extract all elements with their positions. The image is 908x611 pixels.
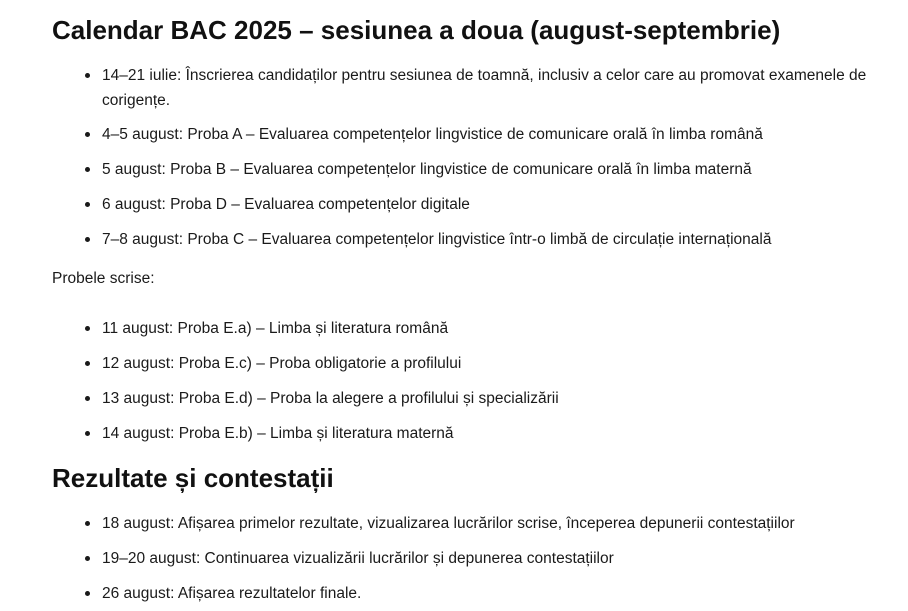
list-item: 26 august: Afișarea rezultatelor finale. xyxy=(102,581,882,606)
list-item: 11 august: Proba E.a) – Limba și literatura română xyxy=(102,316,882,341)
list-item: 13 august: Proba E.d) – Proba la alegere a profilului și specializării xyxy=(102,386,882,411)
written-exams-intro: Probele scrise: xyxy=(52,270,155,287)
list-item: 5 august: Proba B – Evaluarea competențelor lingvistice de comunicare orală în limba maternă xyxy=(102,157,882,182)
list-item: 12 august: Proba E.c) – Proba obligatorie a profilului xyxy=(102,351,882,376)
section-heading-calendar: Calendar BAC 2025 – sesiunea a doua (august-septembrie) xyxy=(52,15,781,45)
list-item: 19–20 august: Continuarea vizualizării lucrărilor și depunerea contestațiilor xyxy=(102,546,882,571)
list-item: 14 august: Proba E.b) – Limba și literatura maternă xyxy=(102,421,882,446)
list-item: 4–5 august: Proba A – Evaluarea competențelor lingvistice de comunicare orală în limba română xyxy=(102,122,882,147)
list-item: 6 august: Proba D – Evaluarea competențelor digitale xyxy=(102,192,882,217)
list-item: 18 august: Afișarea primelor rezultate, vizualizarea lucrărilor scrise, începerea depunerii contestațiilor xyxy=(102,511,882,536)
list-item: 14–21 iulie: Înscrierea candidaților pentru sesiunea de toamnă, inclusiv a celor care au promovat examenele de corigențe. xyxy=(102,63,882,113)
section-heading-results: Rezultate și contestații xyxy=(52,463,334,493)
list-item: 7–8 august: Proba C – Evaluarea competențelor lingvistice într-o limbă de circulație internațională xyxy=(102,227,882,252)
